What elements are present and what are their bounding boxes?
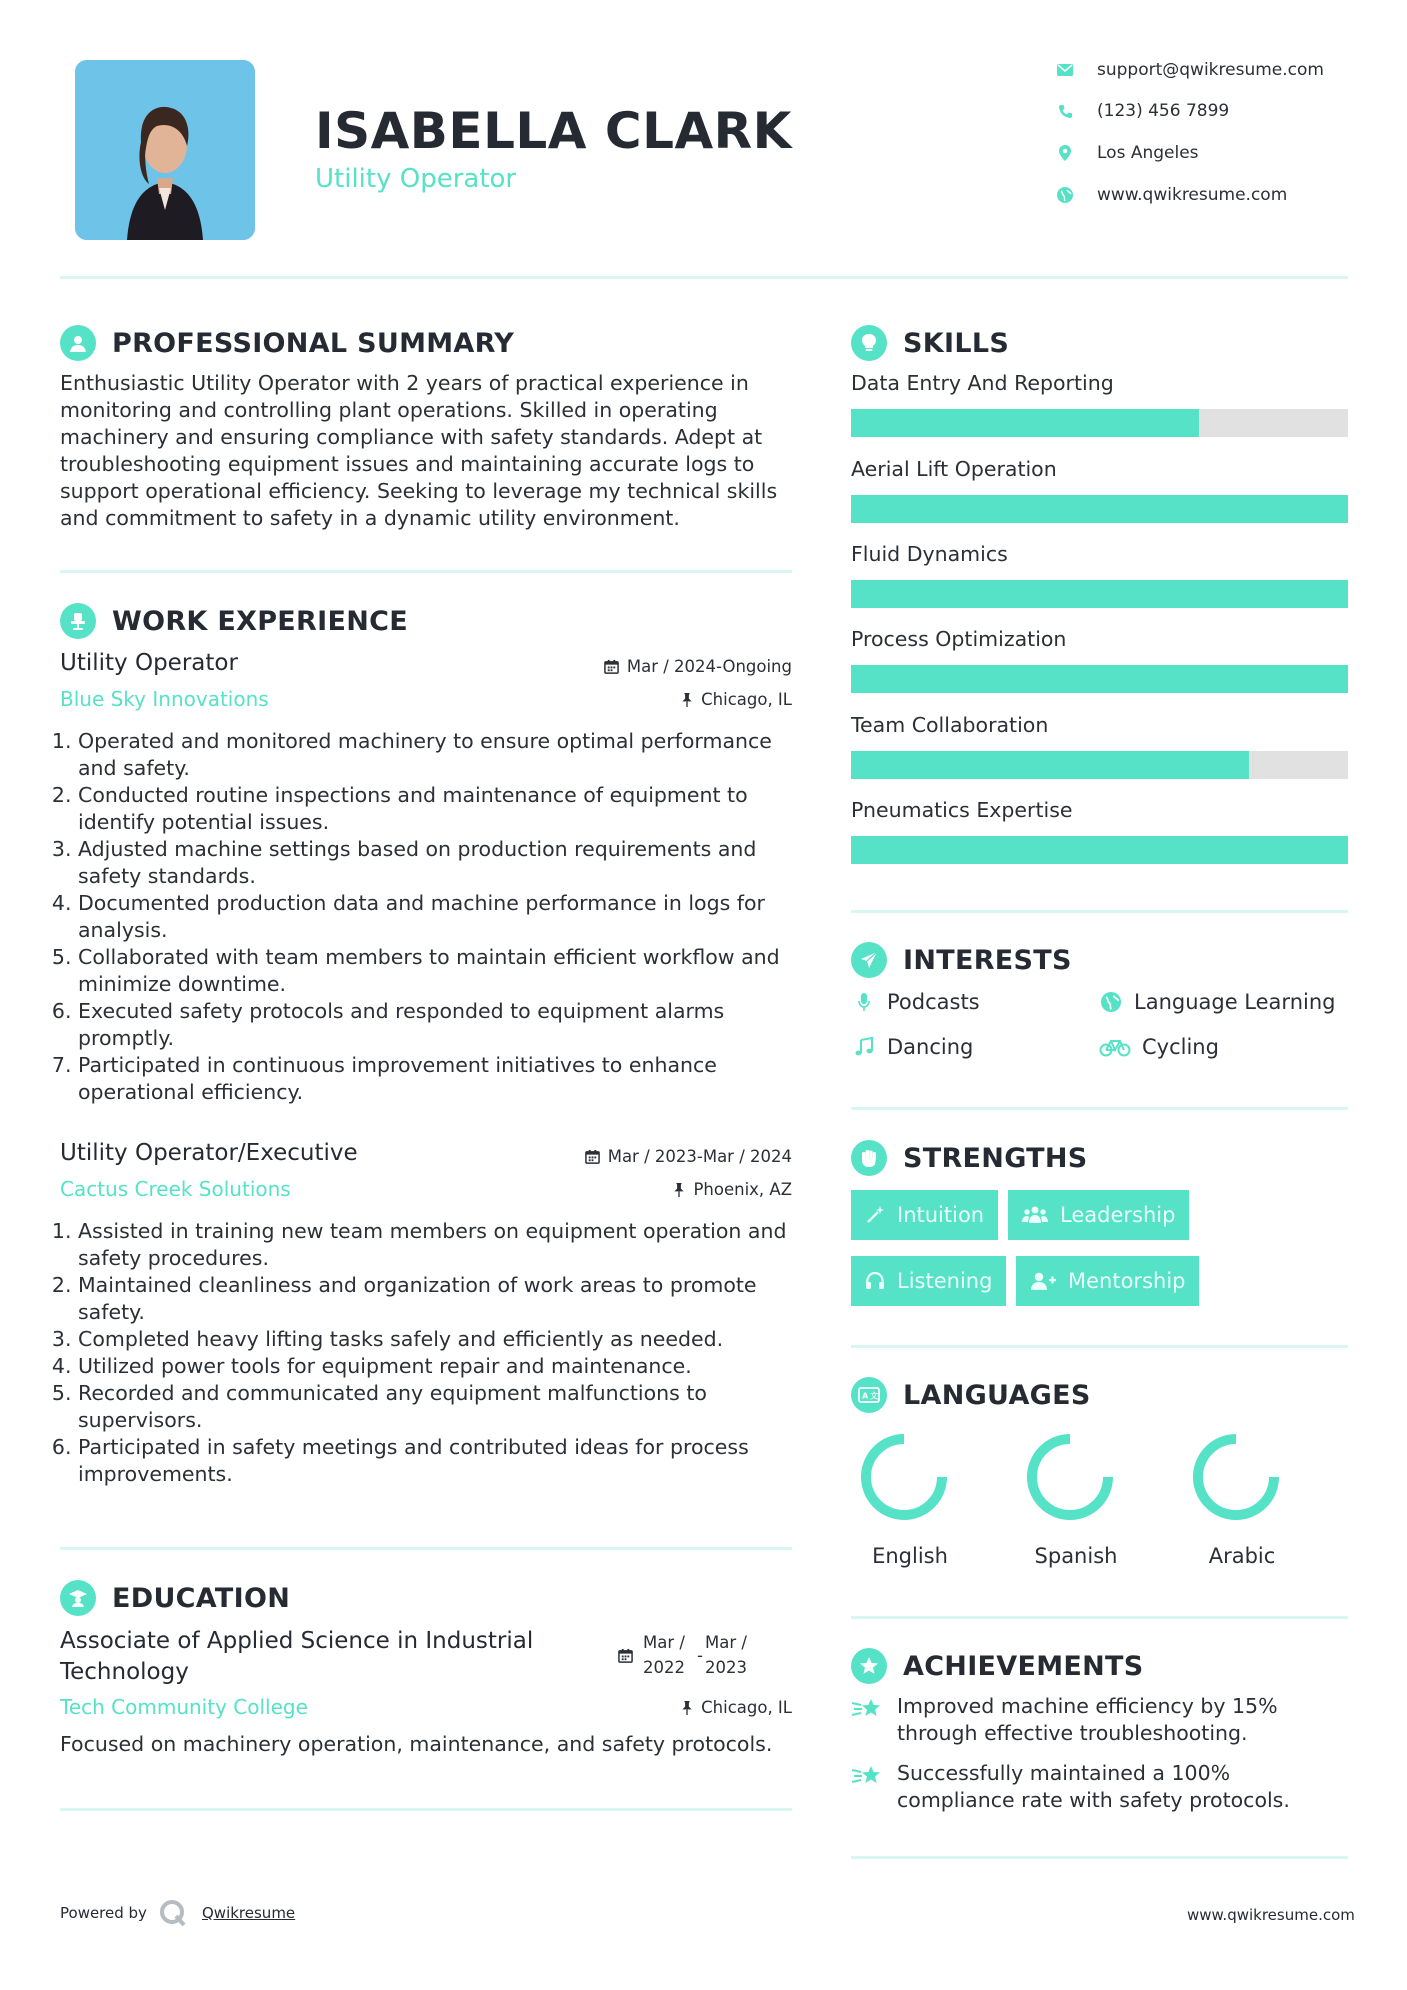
skill-bar	[851, 409, 1348, 437]
summary-divider	[60, 570, 792, 573]
footer-url[interactable]: www.qwikresume.com	[1187, 1906, 1355, 1924]
globe-icon	[1053, 183, 1077, 207]
interest-item	[1098, 990, 1335, 1014]
job-location	[560, 1180, 792, 1199]
languages-header	[851, 1377, 1091, 1413]
list-item: 6. Participated in safety meetings and contributed ideas for process improvements.	[78, 1434, 795, 1488]
job-location	[560, 690, 792, 709]
skill-bar	[851, 665, 1348, 693]
job-location-text: Phoenix, AZ	[693, 1180, 792, 1199]
pushpin-icon	[673, 1182, 685, 1197]
interest-item	[851, 1035, 973, 1059]
pushpin-icon	[681, 692, 693, 707]
achievement-text: Successfully maintained a 100% compliance rate with safety protocols.	[897, 1761, 1290, 1812]
shooting-star-icon	[851, 1760, 887, 1814]
header-divider	[60, 276, 1348, 279]
strength-label: Intuition	[897, 1203, 985, 1227]
experience-divider	[60, 1547, 792, 1550]
education-date	[618, 1630, 755, 1680]
music-note-icon	[851, 1037, 877, 1057]
summary-header	[60, 325, 514, 361]
education-date-end: Mar / 2023	[704, 1633, 747, 1677]
experience-title: WORK EXPERIENCE	[112, 605, 408, 637]
school-name: Tech Community College	[60, 1695, 308, 1719]
pushpin-icon	[681, 1700, 693, 1715]
powered-by-label: Powered by	[60, 1904, 147, 1922]
contact-email-text: support@qwikresume.com	[1097, 60, 1324, 80]
skill-bar-fill	[851, 836, 1348, 864]
interests-header	[851, 942, 1072, 978]
achievements-divider	[851, 1856, 1348, 1859]
location-pin-icon	[1053, 141, 1077, 165]
globe-icon	[1098, 992, 1124, 1012]
list-item: 7. Participated in continuous improvement initiatives to enhance operational efficiency.	[78, 1052, 795, 1106]
language-ring	[857, 1430, 951, 1524]
list-item: 3. Completed heavy lifting tasks safely and efficiently as needed.	[78, 1326, 795, 1353]
magic-wand-icon	[865, 1205, 885, 1225]
svg-text:A: A	[862, 1391, 869, 1401]
languages-divider	[851, 1616, 1348, 1619]
strength-label: Leadership	[1060, 1203, 1176, 1227]
user-icon	[60, 325, 96, 361]
qwikresume-logo-icon	[158, 1898, 188, 1928]
svg-text:文: 文	[870, 1391, 878, 1401]
job-location-text: Chicago, IL	[701, 690, 792, 709]
language-label: Spanish	[1034, 1544, 1118, 1568]
language-card-icon	[851, 1377, 887, 1413]
interest-label: Cycling	[1142, 1035, 1219, 1059]
summary-text: Enthusiastic Utility Operator with 2 years of practical experience in monitoring and controlling plant operations. Skilled in operating machinery and ensuring compliance with safety standards. Adept at troubleshooting equipment issues and maintaining accurate logs to support operational efficiency. Seeking to leverage my technical skills and commitment to safety in a dynamic utility environment.	[60, 371, 778, 530]
users-icon	[1022, 1205, 1048, 1225]
language-label: Arabic	[1208, 1544, 1276, 1568]
skill-bar-fill	[851, 665, 1348, 693]
list-item: 3. Adjusted machine settings based on production requirements and safety standards.	[78, 836, 795, 890]
skill-label: Aerial Lift Operation	[851, 457, 1057, 481]
achievements-title: ACHIEVEMENTS	[903, 1650, 1144, 1682]
job-title: Utility Operator	[60, 650, 238, 676]
job-title: Utility Operator/Executive	[60, 1140, 358, 1166]
strength-label: Mentorship	[1068, 1269, 1186, 1293]
skill-bar-fill	[851, 409, 1199, 437]
list-item: 2. Conducted routine inspections and maintenance of equipment to identify potential issues.	[78, 782, 795, 836]
contact-location	[1053, 141, 1373, 165]
phone-icon	[1053, 99, 1077, 123]
skills-header	[851, 325, 1009, 361]
strengths-title: STRENGTHS	[903, 1142, 1088, 1174]
education-description: Focused on machinery operation, maintenance, and safety protocols.	[60, 1732, 773, 1756]
graduate-icon	[60, 1580, 96, 1616]
language-ring	[1189, 1430, 1283, 1524]
achievement-text: Improved machine efficiency by 15% through effective troubleshooting.	[897, 1694, 1278, 1745]
job-duties-list	[60, 1218, 795, 1488]
qwikresume-brand-link[interactable]: Qwikresume	[202, 1904, 296, 1922]
job-date-text: Mar / 2023-Mar / 2024	[607, 1147, 792, 1166]
education-date-start: Mar / 2022	[643, 1633, 685, 1677]
list-item: 4. Documented production data and machine performance in logs for analysis.	[78, 890, 795, 944]
contact-website[interactable]	[1053, 183, 1373, 207]
education-location-text: Chicago, IL	[701, 1698, 792, 1717]
job-duties-list	[60, 728, 795, 1106]
headphones-icon	[865, 1271, 885, 1291]
education-divider	[60, 1808, 792, 1811]
bicycle-icon	[1098, 1037, 1132, 1057]
date-separator: -	[697, 1645, 703, 1665]
calendar-icon	[585, 1149, 600, 1164]
lightbulb-icon	[851, 325, 887, 361]
skill-label: Process Optimization	[851, 627, 1067, 651]
skill-bar-fill	[851, 495, 1348, 523]
calendar-icon	[618, 1648, 633, 1663]
strength-chip	[851, 1256, 1006, 1306]
education-header	[60, 1580, 290, 1616]
list-item: 5. Collaborated with team members to maintain efficient workflow and minimize downtime.	[78, 944, 795, 998]
interest-label: Podcasts	[887, 990, 980, 1014]
candidate-role: Utility Operator	[315, 164, 517, 194]
achievement-item	[851, 1693, 1351, 1747]
education-title: EDUCATION	[112, 1582, 291, 1614]
skills-title: SKILLS	[903, 327, 1010, 359]
microphone-icon	[851, 992, 877, 1012]
contact-phone-text: (123) 456 7899	[1097, 101, 1230, 121]
contact-email[interactable]	[1053, 58, 1373, 82]
skill-bar-fill	[851, 751, 1249, 779]
skill-bar	[851, 836, 1348, 864]
skill-label: Team Collaboration	[851, 713, 1049, 737]
list-item: 6. Executed safety protocols and responded to equipment alarms promptly.	[78, 998, 795, 1052]
skill-bar	[851, 751, 1348, 779]
skill-bar-fill	[851, 580, 1348, 608]
strength-chip	[851, 1190, 998, 1240]
summary-title: PROFESSIONAL SUMMARY	[112, 327, 515, 359]
company-name: Blue Sky Innovations	[60, 687, 269, 711]
achievement-item	[851, 1760, 1351, 1814]
candidate-name: ISABELLA CLARK	[315, 102, 792, 160]
strengths-header	[851, 1140, 1088, 1176]
paper-plane-icon	[851, 942, 887, 978]
strength-chip	[1016, 1256, 1199, 1306]
job-date-text: Mar / 2024-Ongoing	[626, 657, 792, 676]
skill-bar	[851, 495, 1348, 523]
skill-label: Fluid Dynamics	[851, 542, 1008, 566]
interest-item	[851, 990, 980, 1014]
list-item: 1. Operated and monitored machinery to ensure optimal performance and safety.	[78, 728, 795, 782]
raised-fist-icon	[851, 1140, 887, 1176]
user-plus-icon	[1030, 1271, 1056, 1291]
contact-location-text: Los Angeles	[1097, 143, 1199, 163]
profile-photo	[75, 60, 255, 240]
education-location	[560, 1698, 792, 1717]
experience-header	[60, 603, 408, 639]
list-item: 2. Maintained cleanliness and organization of work areas to promote safety.	[78, 1272, 795, 1326]
envelope-icon	[1053, 58, 1077, 82]
language-ring	[1023, 1430, 1117, 1524]
achievements-header	[851, 1648, 1144, 1684]
list-item: 4. Utilized power tools for equipment repair and maintenance.	[78, 1353, 795, 1380]
strength-chip	[1008, 1190, 1189, 1240]
job-date	[540, 1147, 792, 1166]
office-chair-icon	[60, 603, 96, 639]
languages-title: LANGUAGES	[903, 1379, 1091, 1411]
strengths-divider	[851, 1345, 1348, 1348]
star-badge-icon	[851, 1648, 887, 1684]
avatar	[75, 60, 255, 240]
interest-label: Language Learning	[1134, 990, 1336, 1014]
list-item: 5. Recorded and communicated any equipment malfunctions to supervisors.	[78, 1380, 795, 1434]
skill-bar	[851, 580, 1348, 608]
company-name: Cactus Creek Solutions	[60, 1177, 291, 1201]
language-label: English	[872, 1544, 948, 1568]
shooting-star-icon	[851, 1693, 887, 1747]
interest-label: Dancing	[887, 1035, 974, 1059]
skill-label: Data Entry And Reporting	[851, 371, 1114, 395]
interest-item	[1098, 1035, 1219, 1059]
strength-label: Listening	[897, 1269, 993, 1293]
contact-website-text: www.qwikresume.com	[1097, 185, 1288, 205]
skill-label: Pneumatics Expertise	[851, 798, 1073, 822]
contact-phone[interactable]	[1053, 99, 1373, 123]
calendar-icon	[604, 659, 619, 674]
skills-divider	[851, 910, 1348, 913]
list-item: 1. Assisted in training new team members on equipment operation and safety procedures.	[78, 1218, 795, 1272]
job-date	[560, 657, 792, 676]
interests-divider	[851, 1107, 1348, 1110]
degree-title: Associate of Applied Science in Industrial Technology	[60, 1628, 534, 1685]
interests-title: INTERESTS	[903, 944, 1072, 976]
